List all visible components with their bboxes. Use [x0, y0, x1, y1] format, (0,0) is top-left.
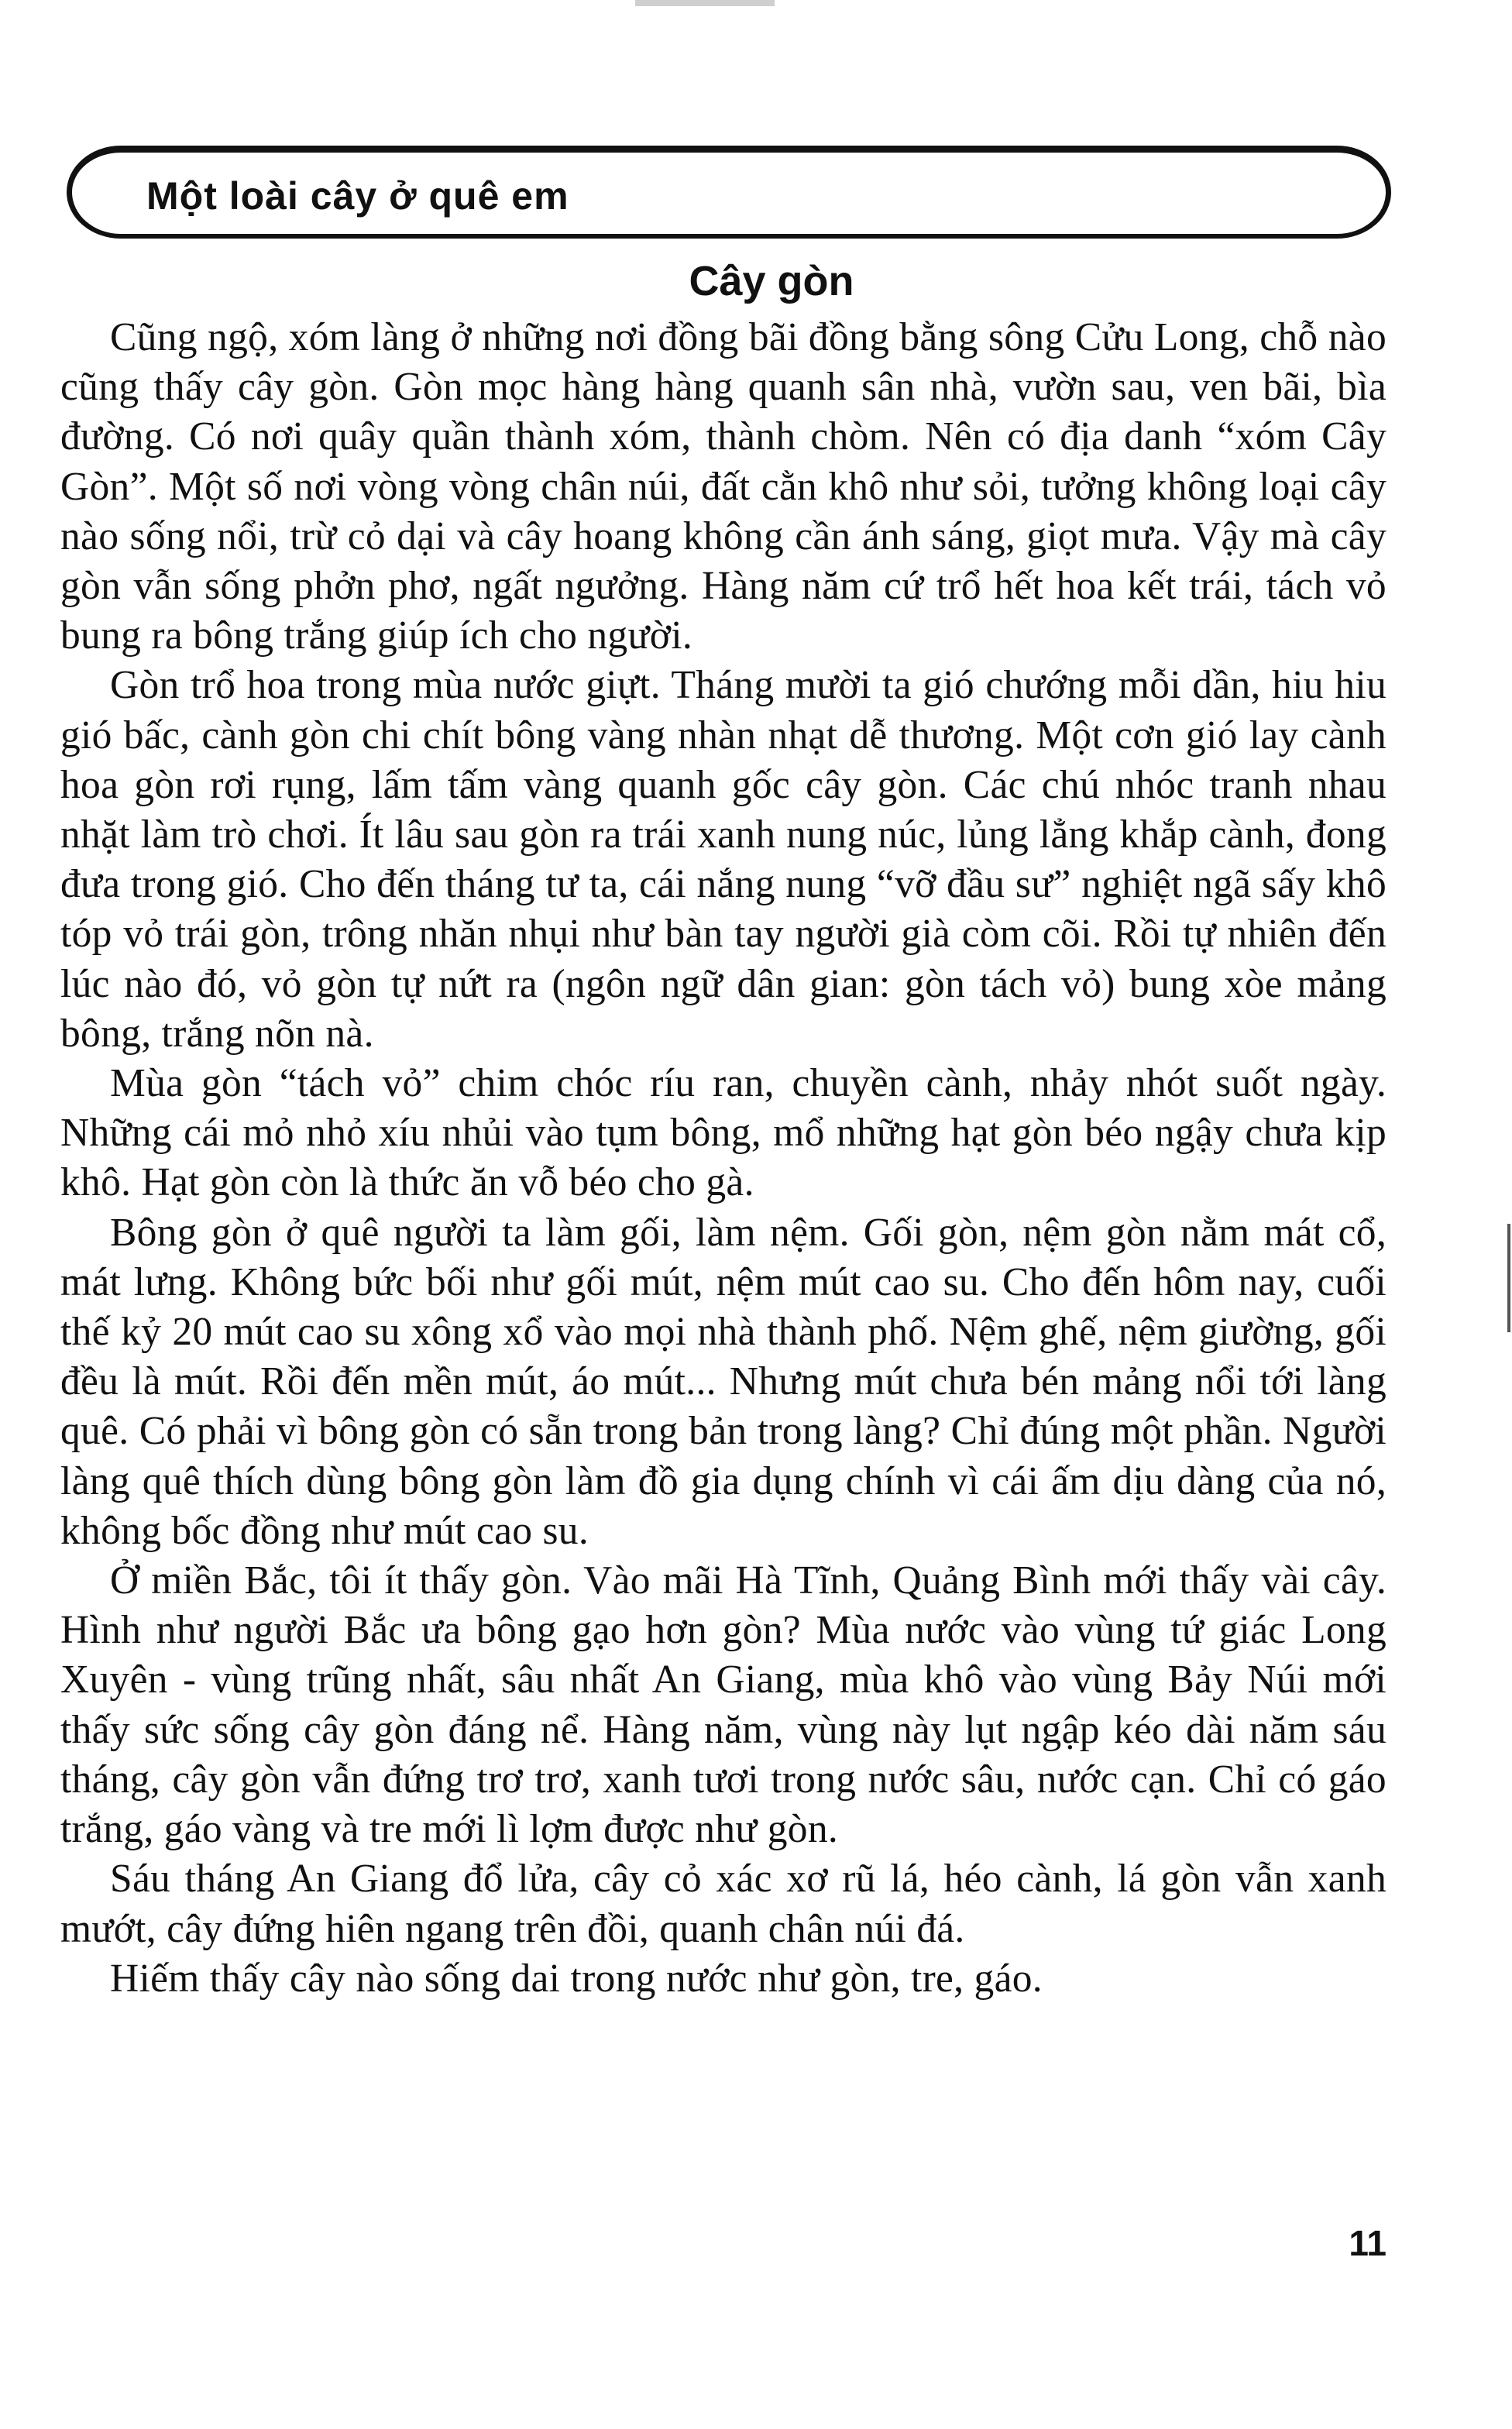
section-banner [67, 146, 1391, 239]
scan-edge-mark [1507, 1224, 1510, 1332]
paragraph: Ở miền Bắc, tôi ít thấy gòn. Vào mãi Hà Tĩnh, Quảng Bình mới thấy vài cây. Hình như người Bắc ưa bông gạo hơn gòn? Mùa nước vào vùng tứ giác Long Xuyên - vùng trũng nhất, sâu nhất An Giang, mùa khô vào vùng Bảy Núi mới thấy sức sống cây gòn đáng nể. Hàng năm, vùng này lụt ngập kéo dài năm sáu tháng, cây gòn vẫn đứng trơ trơ, xanh tươi trong nước sâu, nước cạn. Chỉ có gáo trắng, gáo vàng và tre mới lì lợm được như gòn. [60, 1558, 1387, 1852]
essay-body [60, 313, 1387, 2004]
paragraph: Gòn trổ hoa trong mùa nước giựt. Tháng mười ta gió chướng mỗi dần, hiu hiu gió bấc, cành gòn chi chít bông vàng nhàn nhạt dễ thương. Một cơn gió lay cành hoa gòn rơi rụng, lấm tấm vàng quanh gốc cây gòn. Các chú nhóc tranh nhau nhặt làm trò chơi. Ít lâu sau gòn ra trái xanh nung núc, lủng lẳng khắp cành, đong đưa trong gió. Cho đến tháng tư ta, cái nắng nung “vỡ đầu sư” nghiệt ngã sấy khô tóp vỏ trái gòn, trông nhăn nhụi như bàn tay người già còm cõi. Rồi tự nhiên đến lúc nào đó, vỏ gòn tự nứt ra (ngôn ngữ dân gian: gòn tách vỏ) bung xòe mảng bông, trắng nõn nà. [60, 663, 1387, 1056]
paragraph: Sáu tháng An Giang đổ lửa, cây cỏ xác xơ rũ lá, héo cành, lá gòn vẫn xanh mướt, cây đứng hiên ngang trên đồi, quanh chân núi đá. [60, 1857, 1387, 1951]
page-number: 11 [1349, 2223, 1387, 2263]
paragraph: Bông gòn ở quê người ta làm gối, làm nệm. Gối gòn, nệm gòn nằm mát cổ, mát lưng. Không bức bối như gối mút, nệm mút cao su. Cho đến hôm nay, cuối thế kỷ 20 mút cao su xông xổ vào mọi nhà thành phố. Nệm ghế, nệm giường, gối đều là mút. Rồi đến mền mút, áo mút... Nhưng mút chưa bén mảng nổi tới làng quê. Có phải vì bông gòn có sẵn trong bản trong làng? Chỉ đúng một phần. Người làng quê thích dùng bông gòn làm đồ gia dụng chính vì cái ấm dịu dàng của nó, không bốc đồng như mút cao su. [60, 1210, 1387, 1553]
paragraph: Hiếm thấy cây nào sống dai trong nước như gòn, tre, gáo. [110, 1956, 1043, 2001]
scan-edge-mark [635, 0, 775, 6]
section-title: Một loài cây ở quê em [146, 174, 569, 218]
paragraph: Cũng ngộ, xóm làng ở những nơi đồng bãi đồng bằng sông Cửu Long, chỗ nào cũng thấy cây gòn. Gòn mọc hàng hàng quanh sân nhà, vườn sau, ven bãi, bìa đường. Có nơi quây quần thành xóm, thành chòm. Nên có địa danh “xóm Cây Gòn”. Một số nơi vòng vòng chân núi, đất cằn khô như sỏi, tưởng không loại cây nào sống nổi, trừ cỏ dại và cây hoang không cần ánh sáng, giọt mưa. Vậy mà cây gòn vẫn sống phởn phơ, ngất ngưởng. Hàng năm cứ trổ hết hoa kết trái, tách vỏ bung ra bông trắng giúp ích cho người. [60, 315, 1387, 658]
paragraph: Mùa gòn “tách vỏ” chim chóc ríu ran, chuyền cành, nhảy nhót suốt ngày. Những cái mỏ nhỏ xíu nhủi vào tụm bông, mổ những hạt gòn béo ngậy chưa kịp khô. Hạt gòn còn là thức ăn vỗ béo cho gà. [60, 1061, 1387, 1205]
essay-title: Cây gòn [689, 258, 854, 304]
